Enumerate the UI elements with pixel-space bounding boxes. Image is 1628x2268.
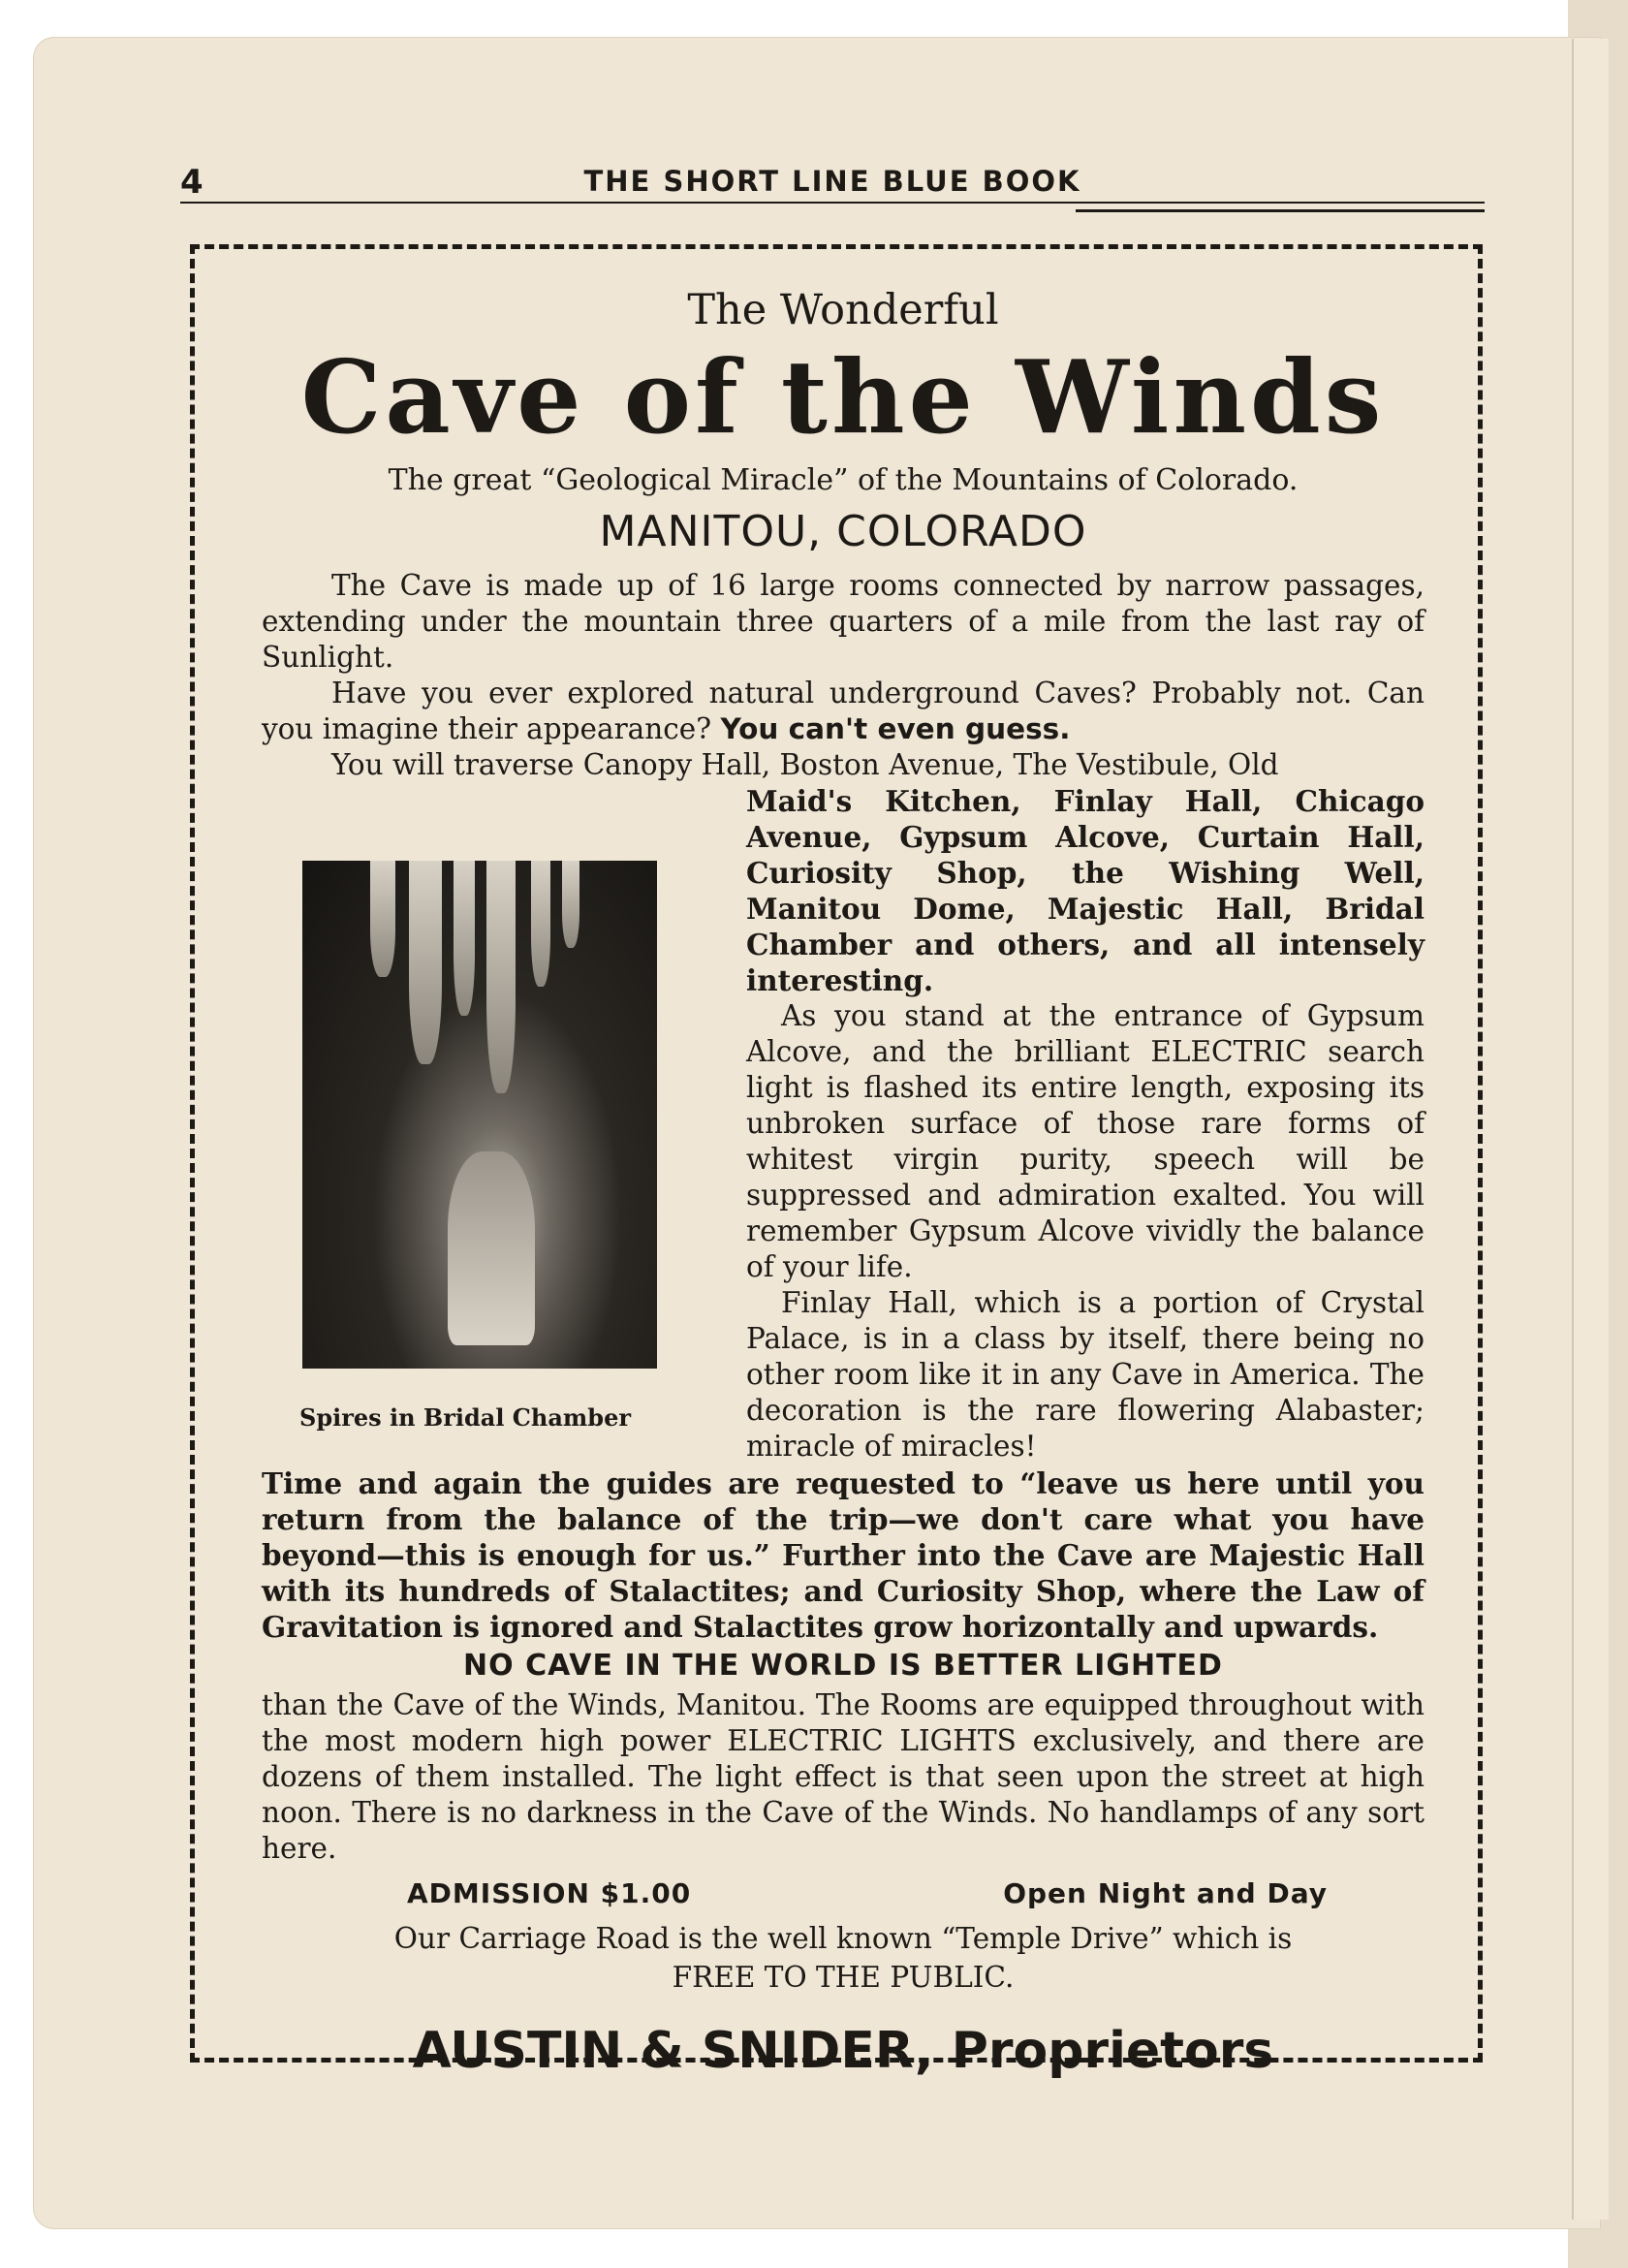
paragraph-finlay-hall: Finlay Hall, which is a portion of Crystal Palace, is in a class by itself, there being no other room like it in any Cave in America. The decoration is the rare flowering Alabaster; miracle of miracles! [746, 1286, 1424, 1463]
ad-tagline: The great “Geological Miracle” of the Mountains of Colorado. [388, 463, 1299, 497]
running-header [180, 163, 1485, 202]
proprietors: AUSTIN & SNIDER, Proprietors [412, 2022, 1274, 2080]
opening-hours: Open Night and Day [1003, 1877, 1328, 1909]
paragraph-explored [262, 676, 1424, 747]
paragraph-explored-emphasis: You can't even guess. [720, 712, 1071, 745]
paragraph-gypsum-alcove: As you stand at the entrance of Gypsum Alcove, and the brilliant ELECTRIC search light is flashed its entire length, exposing its unbroken surface of those rare forms of whitest virgin purity, speech will be suppressed and admiration exalted. You will remember Gypsum Alcove vividly the balance of your life. [746, 999, 1424, 1283]
book-title: THE SHORT LINE BLUE BOOK [583, 165, 1081, 198]
photo-caption: Spires in Bridal Chamber [299, 1403, 631, 1432]
photo-and-text-columns [262, 783, 1424, 1465]
paragraph-traverse-lead: You will traverse Canopy Hall, Boston Avenue, The Vestibule, Old [331, 748, 1279, 781]
cave-photo [302, 861, 657, 1369]
admission-price: ADMISSION $1.00 [407, 1877, 692, 1909]
ad-location: MANITOU, COLORADO [599, 507, 1087, 556]
header-rule-thick [1076, 209, 1485, 212]
advertisement [262, 275, 1424, 2080]
lighting-heading: NO CAVE IN THE WORLD IS BETTER LIGHTED [463, 1649, 1223, 1683]
paragraph-rooms: The Cave is made up of 16 large rooms connected by narrow passages, extending under the mountain three quarters of a mile from the last ray of Sunlight. [262, 569, 1424, 674]
photo-block [281, 861, 649, 1432]
ad-pretitle: The Wonderful [687, 286, 999, 334]
right-text-column [746, 783, 1424, 1465]
free-to-public-line: FREE TO THE PUBLIC. [672, 1961, 1015, 1994]
paragraph-traverse-rest: Maid's Kitchen, Finlay Hall, Chicago Avenue, Gypsum Alcove, Curtain Hall, Curiosity Shop, the Wishing Well, Manitou Dome, Majestic Hall, Bridal Chamber and others, and all intensely interesting. [746, 784, 1424, 997]
carriage-road-line: Our Carriage Road is the well known “Temple Drive” which is [393, 1922, 1293, 1955]
paragraph-explored-text: Have you ever explored natural underground Caves? Probably not. Can you imagine their appearance? [262, 677, 1424, 745]
paragraph-lighting: than the Cave of the Winds, Manitou. The Rooms are equipped throughout with the most modern high power ELECTRIC LIGHTS exclusively, and there are dozens of them installed. The light effect is that seen upon the street at high noon. There is no darkness in the Cave of the Winds. No handlamps of any sort here. [262, 1688, 1424, 1865]
header-rule [180, 202, 1485, 204]
ad-title: Cave of the Winds [300, 337, 1386, 457]
admission-row [262, 1873, 1424, 1915]
page-number: 4 [180, 163, 204, 202]
paragraph-guides: Time and again the guides are requested to “leave us here until you return from the balance of the trip—we don't care what you have beyond—this is enough for us.” Further into the Cave are Majestic Hall with its hundreds of Stalactites; and Curiosity Shop, where the Law of Gravitation is ignored and Stalactites grow horizontally and upwards. [262, 1466, 1424, 1644]
facing-page-edge [1572, 39, 1609, 2220]
